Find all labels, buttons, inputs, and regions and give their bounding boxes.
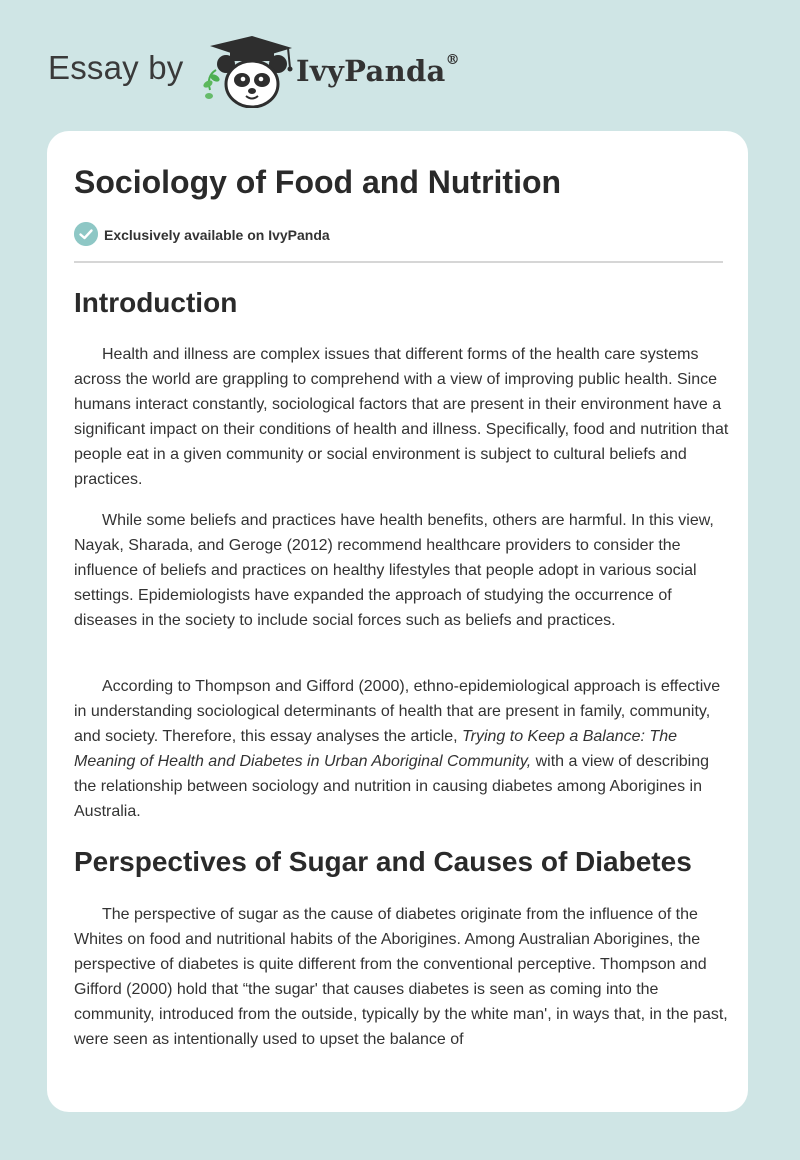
panda-logo-icon[interactable] <box>200 34 296 108</box>
title-divider <box>74 261 723 263</box>
essay-card <box>47 131 748 1112</box>
paragraph: While some beliefs and practices have health benefits, others are harmful. In this view, Nayak, Sharada, and Geroge (2012) recommend healthcare providers to consider the influence of beliefs and practices on healthy lifestyles that people adopt in various social settings. Epidemiologists have expanded the approach of studying the occurrence of diseases in the society to include social forces such as beliefs and practices. <box>74 512 714 629</box>
ivypanda-brand[interactable]: IvyPanda® <box>296 52 460 88</box>
section-heading-perspectives: Perspectives of Sugar and Causes of Diabetes <box>74 846 692 877</box>
exclusive-badge-text: Exclusively available on IvyPanda <box>104 227 330 243</box>
site-header <box>0 0 800 120</box>
paragraph: According to Thompson and Gifford (2000), ethno-epidemiological approach is effective in understanding sociological determinants of health that are present in family, community, and society. Therefore, this essay analyses the article, Trying to Keep a Balance: The Meaning of Health and Diabetes in Urban Aboriginal Community, with a view of describing the relationship between sociology and nutrition in causing diabetes among Aborigines in Australia. <box>74 678 721 820</box>
page-title: Sociology of Food and Nutrition <box>74 164 562 200</box>
article-title: Trying to Keep a Balance: The Meaning of Health and Diabetes in Urban Aboriginal Community, <box>74 728 677 770</box>
section-heading-introduction: Introduction <box>74 287 238 318</box>
essay-by-label: Essay by <box>48 49 184 86</box>
paragraph: Health and illness are complex issues that different forms of the health care systems across the world are grappling to comprehend with a view of improving public health. Since humans interact constantly, sociological factors that are present in their environment have a significant impact on their conditions of health and illness. Specifically, food and nutrition that people eat in a given community or social environment is subject to cultural beliefs and practices. <box>74 346 729 488</box>
checkmark-icon <box>74 222 98 246</box>
paragraph: The perspective of sugar as the cause of diabetes originate from the influence of the Whites on food and nutritional habits of the Aborigines. Among Australian Aborigines, the perspective of diabetes is quite different from the conventional perceptive. Thompson and Gifford (2000) hold that “the sugar' that causes diabetes is seen as coming into the community, introduced from the outside, typically by the white man', in ways that, in the past, were seen as intentionally used to upset the balance of <box>74 906 728 1048</box>
